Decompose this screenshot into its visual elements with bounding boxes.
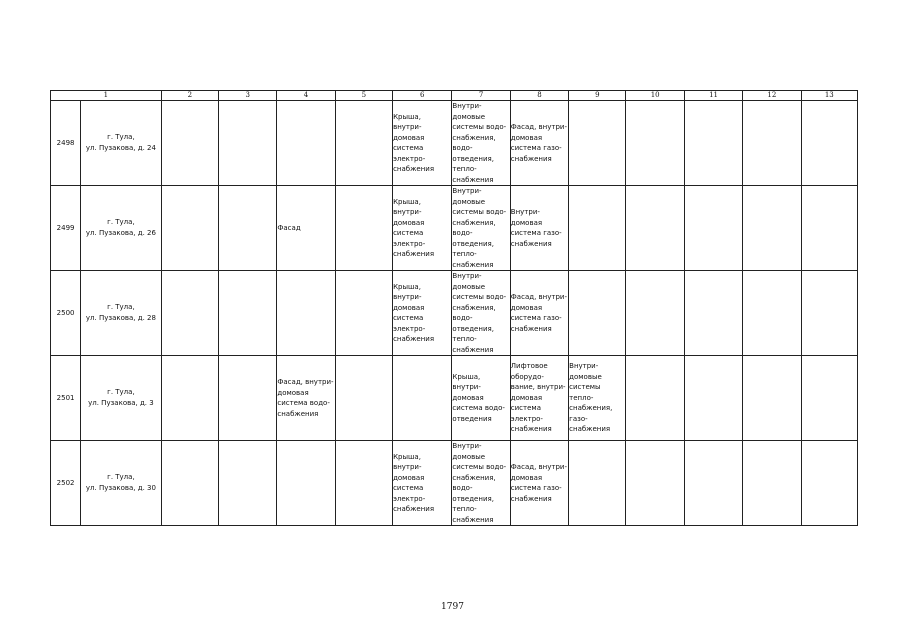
row-number-text: 2499 bbox=[56, 224, 75, 232]
cell-11 bbox=[684, 271, 742, 356]
cell-12 bbox=[743, 441, 801, 526]
cell-3 bbox=[219, 441, 277, 526]
cell-2 bbox=[161, 441, 218, 526]
cell-7 bbox=[452, 271, 510, 356]
cell-4 bbox=[277, 356, 335, 441]
address-cell bbox=[81, 441, 161, 526]
cell-8-text: Лифтовое оборудо- вание, внутри- домовая система электро- снабжения bbox=[510, 362, 566, 434]
row-number-text: 2501 bbox=[56, 394, 75, 402]
col-header-7: 7 bbox=[452, 91, 510, 101]
cell-7 bbox=[452, 441, 510, 526]
cell-4 bbox=[277, 271, 335, 356]
cell-8 bbox=[510, 441, 568, 526]
col-header-2: 2 bbox=[161, 91, 218, 101]
address-cell bbox=[81, 186, 161, 271]
cell-13 bbox=[801, 101, 857, 186]
header-row bbox=[51, 91, 858, 101]
row-number bbox=[51, 101, 81, 186]
cell-6 bbox=[393, 356, 452, 441]
cell-9 bbox=[569, 356, 626, 441]
cell-9 bbox=[569, 441, 626, 526]
cell-11 bbox=[684, 186, 742, 271]
register-table bbox=[50, 90, 858, 526]
cell-12 bbox=[743, 271, 801, 356]
cell-7-text: Крыша, внутри- домовая система водо- отведения bbox=[452, 372, 505, 423]
row-number bbox=[51, 356, 81, 441]
table-row bbox=[51, 441, 858, 526]
cell-10 bbox=[626, 356, 684, 441]
cell-2 bbox=[161, 356, 218, 441]
cell-5 bbox=[335, 441, 392, 526]
table-row bbox=[51, 356, 858, 441]
address-cell-text: г. Тула, ул. Пузакова, д. 24 bbox=[85, 133, 156, 152]
cell-8 bbox=[510, 356, 568, 441]
table-row bbox=[51, 186, 858, 271]
cell-4-text: Фасад, внутри- домовая система водо- снабжения bbox=[277, 378, 334, 418]
row-number-text: 2498 bbox=[56, 139, 75, 147]
page-number: 1797 bbox=[441, 602, 464, 612]
col-header-11: 11 bbox=[684, 91, 742, 101]
col-header-13: 13 bbox=[801, 91, 857, 101]
cell-3 bbox=[219, 356, 277, 441]
cell-8-text: Внутри- домовая система газо- снабжения bbox=[510, 208, 562, 248]
row-number bbox=[51, 441, 81, 526]
cell-11 bbox=[684, 101, 742, 186]
cell-6 bbox=[393, 441, 452, 526]
cell-3 bbox=[219, 101, 277, 186]
cell-7-text: Внутри- домовые системы водо- снабжения, водо- отведения, тепло- снабжения bbox=[452, 272, 507, 354]
cell-12 bbox=[743, 101, 801, 186]
cell-7-text: Внутри- домовые системы водо- снабжения, водо- отведения, тепло- снабжения bbox=[452, 442, 507, 524]
col-header-1: 1 bbox=[51, 91, 162, 101]
col-header-6: 6 bbox=[393, 91, 452, 101]
col-header-9: 9 bbox=[569, 91, 626, 101]
cell-6 bbox=[393, 271, 452, 356]
address-cell bbox=[81, 101, 161, 186]
cell-6-text: Крыша, внутри- домовая система электро- снабжения bbox=[393, 452, 435, 513]
cell-6 bbox=[393, 101, 452, 186]
cell-5 bbox=[335, 356, 392, 441]
cell-2 bbox=[161, 186, 218, 271]
cell-6-text: Крыша, внутри- домовая система электро- снабжения bbox=[393, 112, 435, 173]
cell-3 bbox=[219, 271, 277, 356]
cell-7 bbox=[452, 101, 510, 186]
cell-5 bbox=[335, 101, 392, 186]
cell-8 bbox=[510, 271, 568, 356]
address-cell-text: г. Тула, ул. Пузакова, д. 28 bbox=[85, 303, 156, 322]
cell-4 bbox=[277, 101, 335, 186]
cell-9-text: Внутри- домовые системы тепло- снабжения, газо- снабжения bbox=[569, 362, 613, 434]
cell-13 bbox=[801, 441, 857, 526]
cell-8 bbox=[510, 186, 568, 271]
address-cell-text: г. Тула, ул. Пузакова, д. 30 bbox=[85, 473, 156, 492]
address-cell bbox=[81, 271, 161, 356]
col-header-5: 5 bbox=[335, 91, 392, 101]
row-number-text: 2500 bbox=[56, 309, 75, 317]
cell-13 bbox=[801, 271, 857, 356]
table-row bbox=[51, 101, 858, 186]
cell-4 bbox=[277, 441, 335, 526]
cell-9 bbox=[569, 186, 626, 271]
cell-5 bbox=[335, 271, 392, 356]
cell-2 bbox=[161, 101, 218, 186]
cell-9 bbox=[569, 101, 626, 186]
cell-8 bbox=[510, 101, 568, 186]
cell-8-text: Фасад, внутри- домовая система газо- снабжения bbox=[510, 293, 567, 333]
cell-10 bbox=[626, 271, 684, 356]
address-cell-text: г. Тула, ул. Пузакова, д. 26 bbox=[85, 218, 156, 237]
row-number bbox=[51, 186, 81, 271]
cell-5 bbox=[335, 186, 392, 271]
col-header-4: 4 bbox=[277, 91, 335, 101]
cell-8-text: Фасад, внутри- домовая система газо- снабжения bbox=[510, 123, 567, 163]
cell-7 bbox=[452, 356, 510, 441]
cell-4-text: Фасад bbox=[277, 223, 301, 232]
col-header-8: 8 bbox=[510, 91, 568, 101]
cell-9 bbox=[569, 271, 626, 356]
col-header-12: 12 bbox=[743, 91, 801, 101]
cell-13 bbox=[801, 356, 857, 441]
cell-7-text: Внутри- домовые системы водо- снабжения, водо- отведения, тепло- снабжения bbox=[452, 187, 507, 269]
address-cell bbox=[81, 356, 161, 441]
cell-4 bbox=[277, 186, 335, 271]
address-cell-text: г. Тула, ул. Пузакова, д. 3 bbox=[88, 388, 154, 407]
cell-2 bbox=[161, 271, 218, 356]
col-header-3: 3 bbox=[219, 91, 277, 101]
table-row bbox=[51, 271, 858, 356]
cell-7-text: Внутри- домовые системы водо- снабжения, водо- отведения, тепло- снабжения bbox=[452, 102, 507, 184]
cell-10 bbox=[626, 101, 684, 186]
cell-13 bbox=[801, 186, 857, 271]
cell-10 bbox=[626, 441, 684, 526]
cell-11 bbox=[684, 356, 742, 441]
cell-6-text: Крыша, внутри- домовая система электро- снабжения bbox=[393, 282, 435, 343]
cell-12 bbox=[743, 186, 801, 271]
cell-6 bbox=[393, 186, 452, 271]
cell-11 bbox=[684, 441, 742, 526]
cell-12 bbox=[743, 356, 801, 441]
cell-8-text: Фасад, внутри- домовая система газо- снабжения bbox=[510, 463, 567, 503]
col-header-10: 10 bbox=[626, 91, 684, 101]
row-number bbox=[51, 271, 81, 356]
cell-6-text: Крыша, внутри- домовая система электро- снабжения bbox=[393, 197, 435, 258]
row-number-text: 2502 bbox=[56, 479, 75, 487]
cell-10 bbox=[626, 186, 684, 271]
cell-3 bbox=[219, 186, 277, 271]
cell-7 bbox=[452, 186, 510, 271]
